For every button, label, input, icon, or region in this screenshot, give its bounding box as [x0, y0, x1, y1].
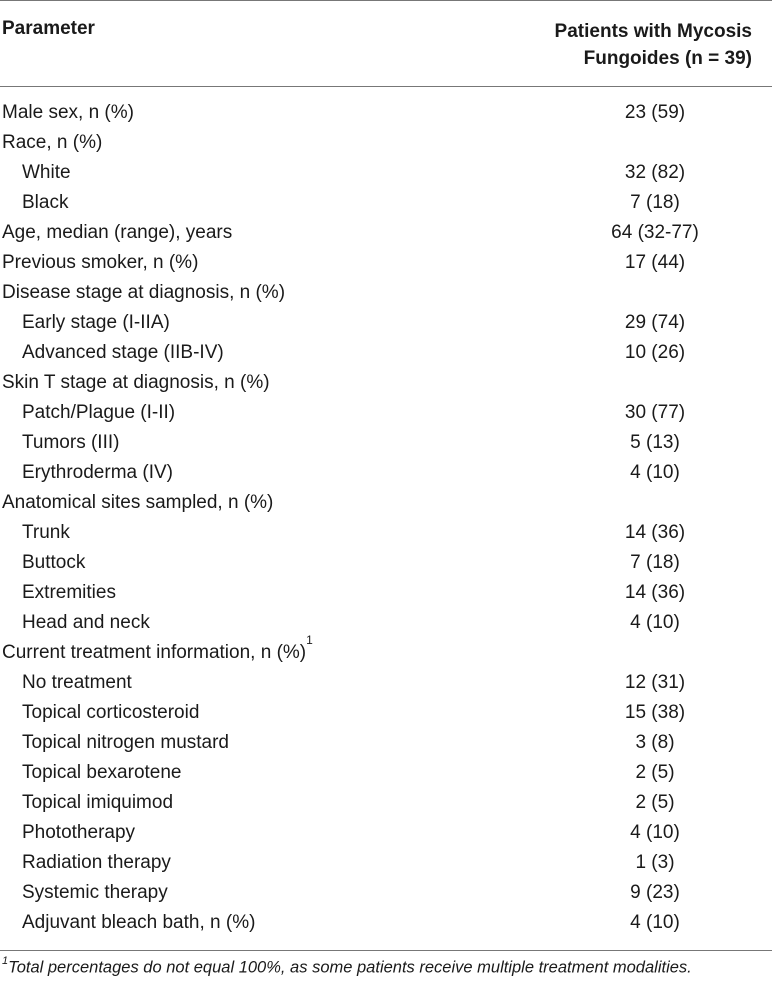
header-rule	[0, 86, 772, 87]
row-label	[22, 818, 135, 848]
row-value: 64 (32-77)	[611, 222, 699, 243]
table-row	[0, 698, 772, 728]
row-label-text: Current treatment information, n (%)	[2, 642, 307, 663]
row-label-text: Extremities	[22, 582, 116, 603]
row-value: 4 (10)	[630, 612, 680, 633]
table-row	[0, 278, 772, 308]
row-value: 17 (44)	[624, 252, 686, 273]
row-label-text: Erythroderma (IV)	[22, 462, 173, 483]
row-value: 7 (18)	[630, 192, 680, 213]
row-label-text: Buttock	[22, 552, 86, 573]
table-header	[0, 2, 772, 85]
table-row	[0, 878, 772, 908]
table-row	[0, 632, 772, 668]
row-label-text: Anatomical sites sampled, n (%)	[2, 492, 274, 513]
header-column-line2: Fungoides (n = 39)	[583, 48, 752, 69]
table-row	[0, 458, 772, 488]
table-row	[0, 668, 772, 698]
row-label-text: Race, n (%)	[2, 132, 103, 153]
row-label	[22, 578, 116, 608]
row-label	[22, 608, 150, 638]
table-row	[0, 788, 772, 818]
row-value: 23 (59)	[624, 102, 686, 123]
footnote	[2, 957, 772, 978]
row-value: 29 (74)	[624, 312, 686, 333]
row-label	[22, 848, 171, 878]
row-label-text: Age, median (range), years	[2, 222, 233, 243]
row-value: 7 (18)	[630, 552, 680, 573]
table-row	[0, 368, 772, 398]
row-label	[22, 668, 132, 698]
row-label	[22, 428, 119, 458]
table-row	[0, 428, 772, 458]
row-label	[22, 338, 224, 368]
row-label-text: Topical imiquimod	[22, 792, 174, 813]
row-value: 2 (5)	[635, 792, 675, 813]
row-label	[22, 188, 68, 218]
footnote-ref: 1	[306, 632, 313, 647]
row-value: 4 (10)	[630, 912, 680, 933]
row-label	[22, 398, 175, 428]
table-row	[0, 848, 772, 878]
footnote-marker: 1	[2, 955, 9, 967]
row-label-text: Early stage (I-IIA)	[22, 312, 170, 333]
row-label	[2, 218, 232, 248]
row-label-text: Trunk	[22, 522, 70, 543]
row-value: 10 (26)	[624, 342, 686, 363]
table-row	[0, 218, 772, 248]
row-value: 14 (36)	[624, 582, 686, 603]
row-label	[2, 248, 198, 278]
row-label	[22, 518, 70, 548]
table-row	[0, 608, 772, 638]
row-label	[2, 488, 273, 518]
table-row	[0, 518, 772, 548]
row-label-text: Previous smoker, n (%)	[2, 252, 199, 273]
row-label-text: No treatment	[22, 672, 132, 693]
row-label	[2, 278, 285, 308]
row-label	[2, 632, 313, 668]
row-label	[22, 908, 255, 938]
table-row	[0, 908, 772, 938]
footnote-text: Total percentages do not equal 100%, as some patients receive multiple treatment modalities.	[8, 958, 692, 977]
row-label	[2, 128, 102, 158]
row-value: 2 (5)	[635, 762, 675, 783]
table-row	[0, 338, 772, 368]
table-row	[0, 818, 772, 848]
row-label-text: Disease stage at diagnosis, n (%)	[2, 282, 286, 303]
header-parameter: Parameter	[2, 18, 95, 39]
table-row	[0, 98, 772, 128]
table-row	[0, 758, 772, 788]
row-label	[22, 458, 173, 488]
row-label-text: Patch/Plague (I-II)	[22, 402, 176, 423]
row-value: 4 (10)	[630, 462, 680, 483]
row-value: 4 (10)	[630, 822, 680, 843]
row-label-text: White	[22, 162, 71, 183]
row-label-text: Tumors (III)	[22, 432, 120, 453]
row-label-text: Systemic therapy	[22, 882, 168, 903]
row-label	[22, 698, 199, 728]
table-row	[0, 128, 772, 158]
row-value: 5 (13)	[630, 432, 680, 453]
row-label	[22, 158, 71, 188]
table-row	[0, 398, 772, 428]
row-value: 14 (36)	[624, 522, 686, 543]
table-row	[0, 578, 772, 608]
row-label	[22, 728, 229, 758]
row-label-text: Male sex, n (%)	[2, 102, 134, 123]
table-row	[0, 158, 772, 188]
row-label-text: Advanced stage (IIB-IV)	[22, 342, 224, 363]
row-label	[22, 878, 168, 908]
row-label-text: Topical bexarotene	[22, 762, 182, 783]
row-value: 1 (3)	[635, 852, 675, 873]
row-value: 30 (77)	[624, 402, 686, 423]
row-label	[22, 788, 173, 818]
bottom-rule	[0, 950, 772, 951]
row-value: 15 (38)	[624, 702, 686, 723]
header-patients-column	[555, 18, 752, 72]
row-label-text: Topical nitrogen mustard	[22, 732, 229, 753]
table-row	[0, 248, 772, 278]
table-row	[0, 728, 772, 758]
row-label-text: Head and neck	[22, 612, 150, 633]
top-rule	[0, 0, 772, 1]
row-label	[22, 758, 182, 788]
row-label	[22, 548, 85, 578]
row-label-text: Radiation therapy	[22, 852, 171, 873]
row-label	[22, 308, 170, 338]
row-label	[2, 98, 134, 128]
table-row	[0, 188, 772, 218]
row-label-text: Black	[22, 192, 69, 213]
table-row	[0, 488, 772, 518]
row-label-text: Phototherapy	[22, 822, 136, 843]
row-label-text: Skin T stage at diagnosis, n (%)	[2, 372, 270, 393]
row-label-text: Adjuvant bleach bath, n (%)	[22, 912, 256, 933]
row-value: 32 (82)	[624, 162, 686, 183]
header-column-line1: Patients with Mycosis	[554, 21, 752, 42]
row-value: 3 (8)	[635, 732, 675, 753]
row-label-text: Topical corticosteroid	[22, 702, 200, 723]
table-row	[0, 548, 772, 578]
table-row	[0, 308, 772, 338]
row-value: 9 (23)	[630, 882, 680, 903]
table-body	[0, 98, 772, 938]
row-label	[2, 368, 270, 398]
row-value: 12 (31)	[624, 672, 686, 693]
